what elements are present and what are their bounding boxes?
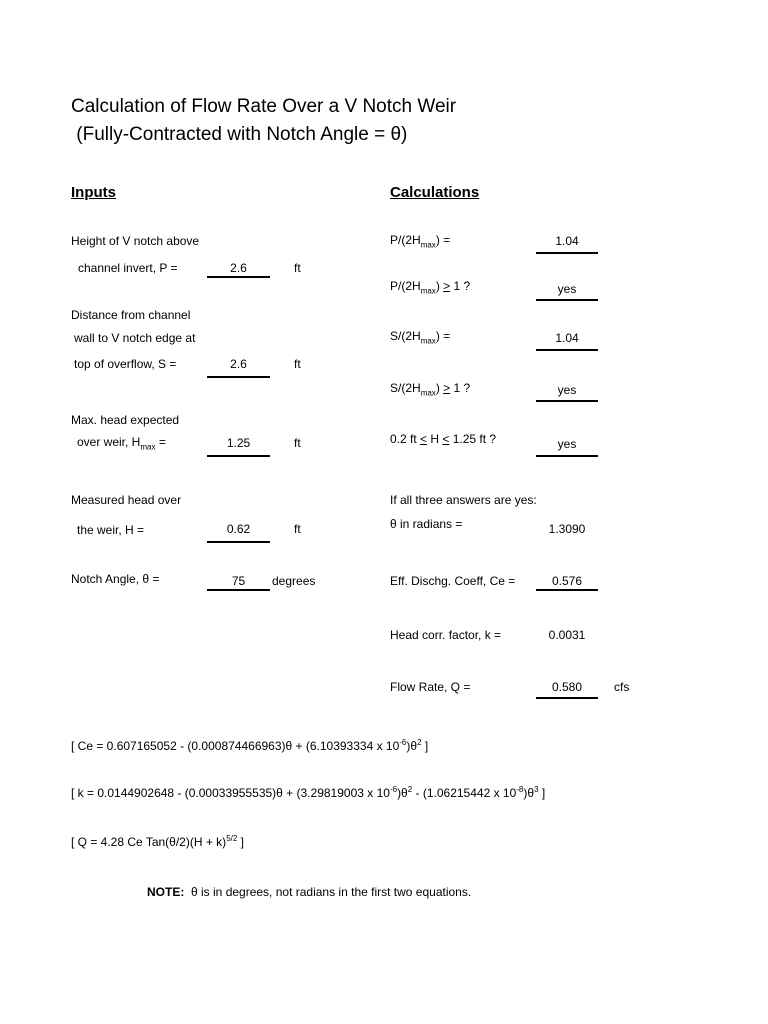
angle-value: 75 bbox=[231, 574, 246, 588]
k-equation: [ k = 0.0144902648 - (0.00033955535)θ + (3.29819003 x $10^{-6})\theta^2 - (1.06215442$ x $10^{-8})\theta^3$ ] bbox=[71, 785, 546, 800]
theta-radians-label: θ in radians = bbox=[390, 517, 463, 531]
k-label: Head corr. factor, k = bbox=[390, 628, 502, 642]
maxhead-label-line1: Max. head expected bbox=[71, 413, 180, 427]
maxhead-label-line2: over weir, $H_{max}$ = bbox=[77, 435, 166, 452]
k-value: 0.0031 bbox=[548, 628, 586, 642]
q-equation: [ Q = 4.28 Ce $Tan(\theta/2)(H + k)^{5/2}$ ] bbox=[71, 834, 244, 849]
ce-equation: [ Ce = 0.607165052 - (0.000874466963)θ + (6.10393334 x $10^{-6})\theta^2$ ] bbox=[71, 738, 429, 753]
q-unit: cfs bbox=[614, 680, 630, 694]
distance-label-line2: wall to V notch edge at bbox=[74, 331, 196, 345]
p-check-underline bbox=[536, 299, 598, 301]
s-ratio-underline bbox=[536, 349, 598, 351]
s-check-underline bbox=[536, 400, 598, 402]
height-label-line1: Height of V notch above bbox=[71, 234, 200, 248]
ce-value: 0.576 bbox=[551, 574, 583, 588]
distance-label-line1: Distance from channel bbox=[71, 308, 191, 322]
measured-label-line2: the weir, H = bbox=[77, 523, 145, 537]
h-range-label: 0.2 ft < H < 1.25 ft ? bbox=[390, 432, 497, 446]
height-unit: ft bbox=[294, 261, 301, 275]
s-check-value: yes bbox=[557, 383, 577, 397]
ce-label: Eff. Dischg. Coeff, Ce = bbox=[390, 574, 516, 588]
s-check-label: $S/(2H_{max}) > 1$ ? bbox=[390, 381, 471, 398]
height-value: 2.6 bbox=[230, 261, 247, 275]
inputs-heading: Inputs bbox=[71, 184, 116, 201]
h-range-value: yes bbox=[557, 437, 577, 451]
height-label-line2: channel invert, P = bbox=[78, 261, 178, 275]
q-underline bbox=[536, 697, 598, 699]
p-check-label: $P/(2H_{max}) > 1$ ? bbox=[390, 279, 471, 296]
calculations-heading: Calculations bbox=[390, 184, 480, 201]
p-ratio-label: $P/(2H_{max})$ = bbox=[390, 233, 451, 250]
p-check-value: yes bbox=[557, 282, 577, 296]
measured-label-line1: Measured head over bbox=[71, 493, 182, 507]
h-range-underline bbox=[536, 455, 598, 457]
page-subtitle: (Fully-Contracted with Notch Angle = θ) bbox=[71, 124, 408, 145]
distance-unit: ft bbox=[294, 357, 301, 371]
maxhead-underline bbox=[207, 455, 270, 457]
measured-underline bbox=[207, 541, 270, 543]
measured-value: 0.62 bbox=[226, 522, 251, 536]
theta-radians-value: 1.3090 bbox=[548, 522, 586, 536]
angle-label: Notch Angle, θ = bbox=[71, 572, 160, 586]
page-title: Calculation of Flow Rate Over a V Notch Weir bbox=[71, 96, 457, 117]
note bbox=[147, 886, 471, 898]
measured-unit: ft bbox=[294, 522, 301, 536]
p-ratio-value: 1.04 bbox=[555, 234, 579, 248]
angle-underline bbox=[207, 589, 270, 591]
all-yes-label: If all three answers are yes: bbox=[390, 493, 537, 507]
height-underline bbox=[207, 276, 270, 278]
q-value: 0.580 bbox=[551, 680, 583, 694]
distance-value: 2.6 bbox=[230, 357, 247, 371]
note-text: θ is in degrees, not radians in the first two equations. bbox=[184, 885, 472, 899]
distance-label-line3: top of overflow, S = bbox=[74, 357, 177, 371]
s-ratio-value: 1.04 bbox=[555, 331, 579, 345]
s-ratio-label: $S/(2H_{max})$ = bbox=[390, 329, 451, 346]
q-label: Flow Rate, Q = bbox=[390, 680, 471, 694]
ce-underline bbox=[536, 589, 598, 591]
distance-underline bbox=[207, 376, 270, 378]
p-ratio-underline bbox=[536, 252, 598, 254]
maxhead-value: 1.25 bbox=[226, 436, 251, 450]
maxhead-unit: ft bbox=[294, 436, 301, 450]
note-label: NOTE: bbox=[147, 885, 185, 899]
angle-unit: degrees bbox=[272, 574, 316, 588]
